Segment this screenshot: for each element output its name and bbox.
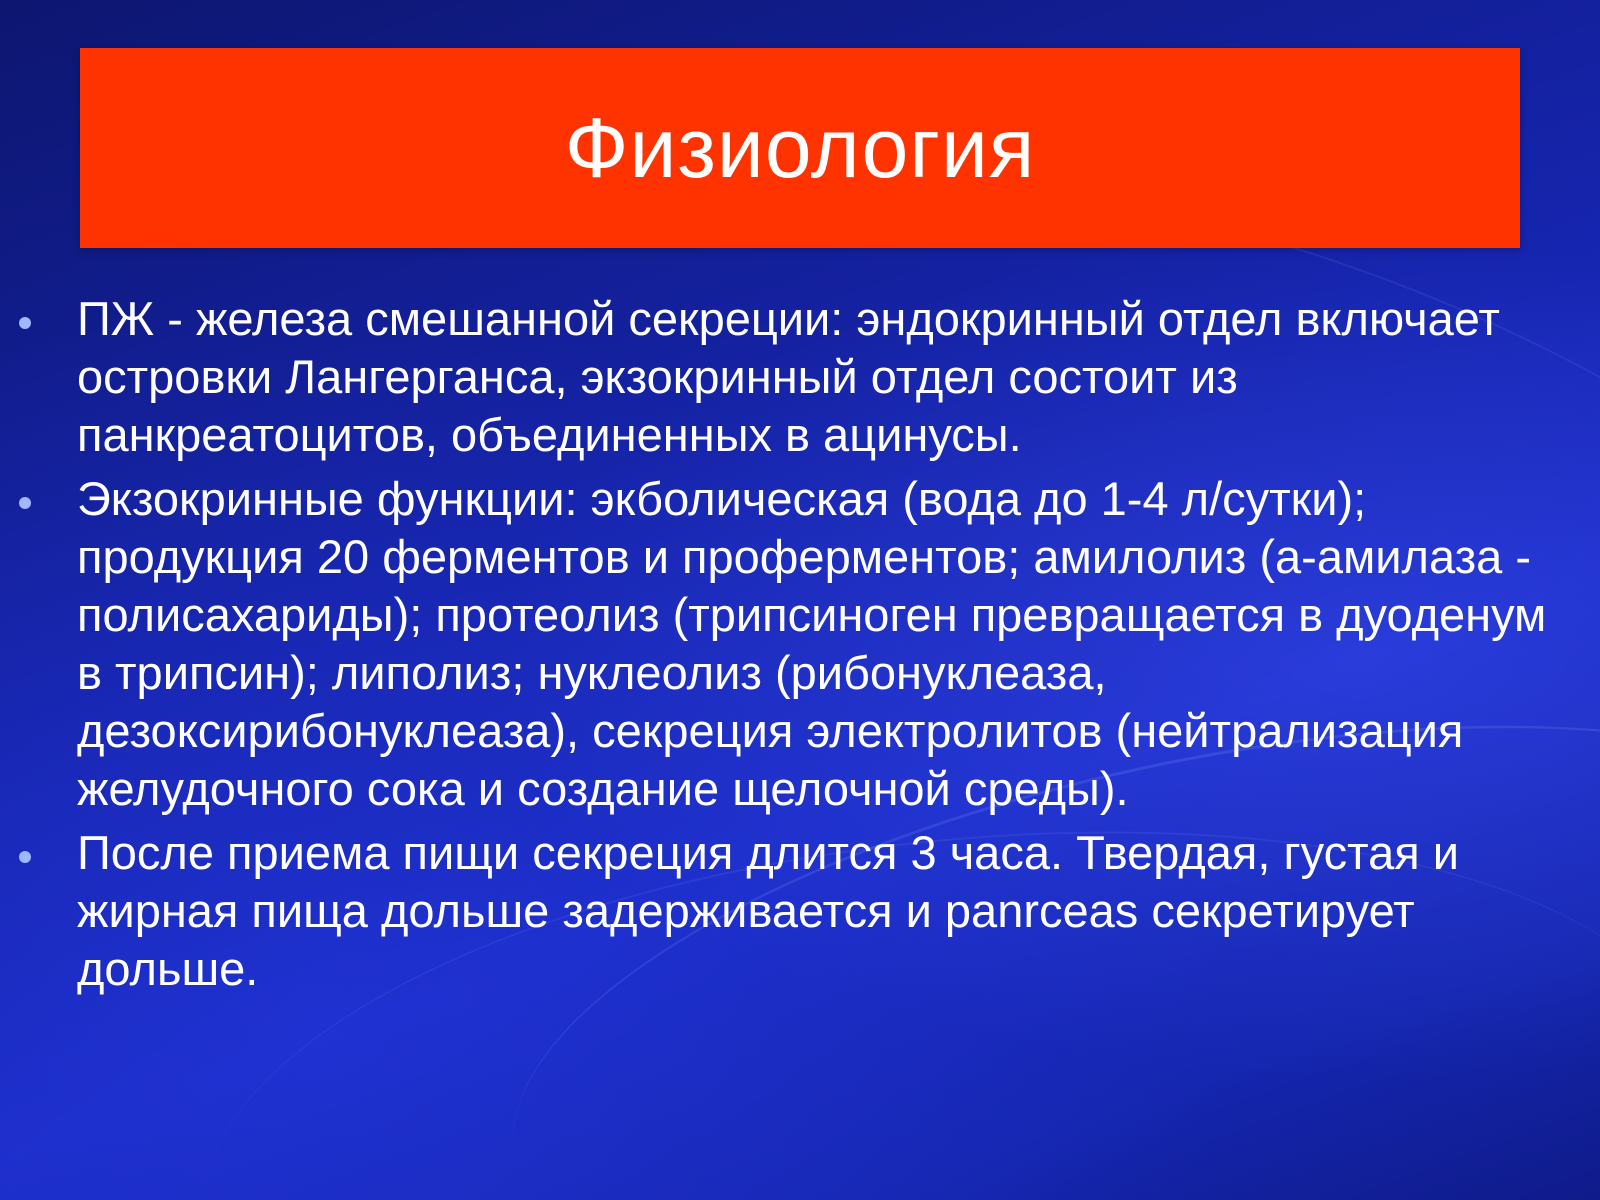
bullet-item xyxy=(0,290,1600,464)
bullet-dot-icon xyxy=(19,497,31,509)
slide-title: Физиология xyxy=(564,100,1036,195)
bullet-text: После приема пищи секреция длится 3 часа. Твердая, густая и жирная пища дольше задерживается и panrceas секретирует дольше. xyxy=(77,826,1460,995)
bullet-dot-icon xyxy=(19,317,31,329)
bullet-list xyxy=(0,290,1600,1004)
bullet-dot-icon xyxy=(19,851,31,863)
bullet-text: Экзокринные функции: экболическая (вода до 1-4 л/сутки); продукция 20 ферментов и проферментов; амилолиз (а-амилаза - полисахариды); протеолиз (трипсиноген превращается в дуоденум в трипсин); липолиз; нуклеолиз (рибонуклеаза, дезоксирибонуклеаза), секреция электролитов (нейтрализация желудочного сока и создание щелочной среды). xyxy=(77,472,1547,815)
bullet-item xyxy=(0,824,1600,998)
bullet-text: ПЖ - железа смешанной секреции: эндокринный отдел включает островки Лангерганса, экзокринный отдел состоит из панкреатоцитов, объединенных в ацинусы. xyxy=(77,292,1500,461)
bullet-item xyxy=(0,470,1600,818)
title-banner xyxy=(80,48,1520,248)
